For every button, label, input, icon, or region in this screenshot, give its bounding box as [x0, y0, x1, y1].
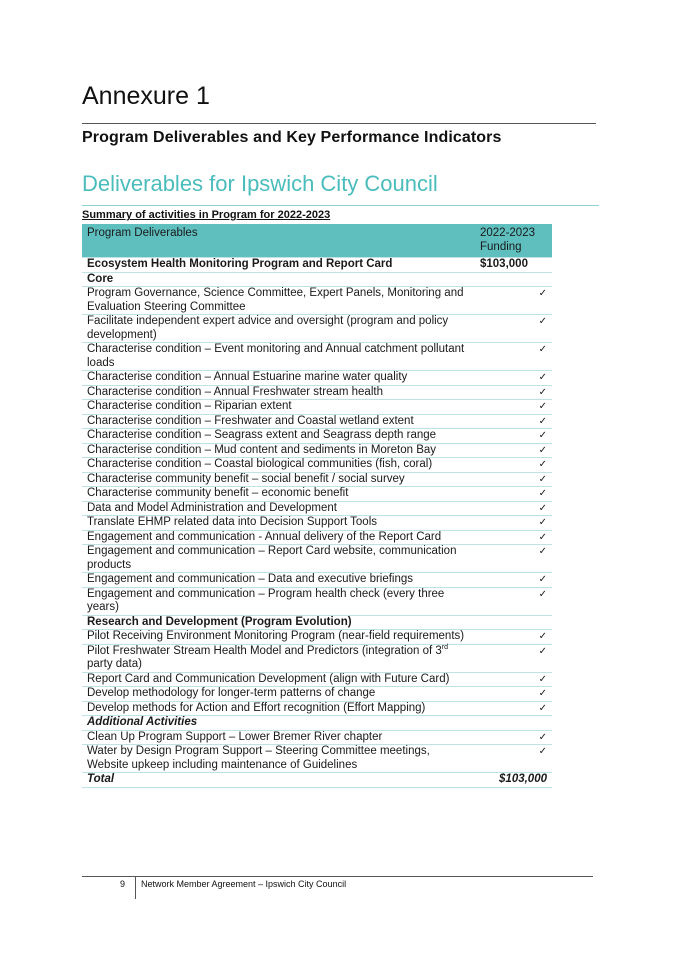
check-icon: ✓ — [475, 501, 552, 516]
row-text: Translate EHMP related data into Decision Support Tools — [82, 516, 475, 531]
table-row — [82, 400, 552, 415]
row-text: Characterise condition – Mud content and sediments in Moreton Bay — [82, 443, 475, 458]
check-icon: ✓ — [475, 730, 552, 745]
rd-section-row — [82, 615, 552, 630]
row-text: Characterise condition – Annual Estuarine marine water quality — [82, 371, 475, 386]
check-icon: ✓ — [475, 443, 552, 458]
footer-divider — [135, 877, 136, 899]
table-row — [82, 516, 552, 531]
table-row — [82, 385, 552, 400]
header-program-deliverables: Program Deliverables — [82, 224, 475, 258]
row-text: Program Governance, Science Committee, Expert Panels, Monitoring and Evaluation Steering Committee — [82, 287, 475, 315]
additional-section-row — [82, 716, 552, 731]
table-row — [82, 530, 552, 545]
check-icon: ✓ — [475, 414, 552, 429]
table-row — [82, 443, 552, 458]
table-row — [82, 472, 552, 487]
check-icon: ✓ — [475, 672, 552, 687]
row-text: Engagement and communication – Report Card website, communication products — [82, 545, 475, 573]
footer-page-number: 9 — [120, 879, 126, 889]
table-row — [82, 745, 552, 773]
section-rule — [82, 205, 599, 206]
ordinal-superscript: rd — [441, 643, 448, 651]
check-icon: ✓ — [475, 587, 552, 615]
row-text: Engagement and communication – Program health check (every three years) — [82, 587, 475, 615]
heading-rule — [82, 123, 596, 124]
check-icon: ✓ — [475, 385, 552, 400]
summary-label: Summary of activities in Program for 2022-2023 — [82, 209, 331, 221]
header-funding: 2022-2023 Funding — [475, 224, 552, 258]
row-text: Pilot Receiving Environment Monitoring Program (near-field requirements) — [82, 630, 475, 645]
table-row — [82, 687, 552, 702]
deliverables-subtitle: Program Deliverables and Key Performance Indicators — [82, 129, 502, 146]
table-row — [82, 701, 552, 716]
row-text: Develop methodology for longer-term patterns of change — [82, 687, 475, 702]
check-icon: ✓ — [475, 630, 552, 645]
table-row — [82, 343, 552, 371]
table-row — [82, 458, 552, 473]
table-row — [82, 630, 552, 645]
row-text: Characterise condition – Freshwater and Coastal wetland extent — [82, 414, 475, 429]
table-row — [82, 730, 552, 745]
row-text: Clean Up Program Support – Lower Bremer River chapter — [82, 730, 475, 745]
rd-label: Research and Development (Program Evolution) — [82, 615, 475, 630]
row-text: Engagement and communication - Annual delivery of the Report Card — [82, 530, 475, 545]
table-row — [82, 644, 552, 672]
row-text: Data and Model Administration and Development — [82, 501, 475, 516]
main-program-amount: $103,000 — [475, 258, 552, 273]
row-text: Facilitate independent expert advice and oversight (program and policy development) — [82, 315, 475, 343]
table-row — [82, 315, 552, 343]
check-icon: ✓ — [475, 343, 552, 371]
table-row — [82, 573, 552, 588]
additional-label: Additional Activities — [82, 716, 475, 731]
table-row — [82, 429, 552, 444]
check-icon: ✓ — [475, 745, 552, 773]
table-row — [82, 371, 552, 386]
check-icon: ✓ — [475, 516, 552, 531]
table-row — [82, 487, 552, 502]
table-row — [82, 545, 552, 573]
core-label: Core — [82, 272, 475, 287]
table-row — [82, 287, 552, 315]
row-text: Characterise condition – Annual Freshwater stream health — [82, 385, 475, 400]
check-icon: ✓ — [475, 687, 552, 702]
footer-text: Network Member Agreement – Ipswich City Council — [141, 879, 347, 889]
check-icon: ✓ — [475, 644, 552, 672]
table-header-row — [82, 224, 552, 258]
row-text: Characterise condition – Event monitoring and Annual catchment pollutant loads — [82, 343, 475, 371]
row-text: Pilot Freshwater Stream Health Model and Predictors (integration of 3rd party data) — [82, 644, 475, 672]
main-program-label: Ecosystem Health Monitoring Program and Report Card — [82, 258, 475, 273]
row-text: Engagement and communication – Data and executive briefings — [82, 573, 475, 588]
check-icon: ✓ — [475, 573, 552, 588]
check-icon: ✓ — [475, 315, 552, 343]
row-text: Characterise condition – Seagrass extent and Seagrass depth range — [82, 429, 475, 444]
check-icon: ✓ — [475, 287, 552, 315]
check-icon: ✓ — [475, 429, 552, 444]
check-icon: ✓ — [475, 487, 552, 502]
check-icon: ✓ — [475, 472, 552, 487]
table-row — [82, 501, 552, 516]
section-title: Deliverables for Ipswich City Council — [82, 171, 438, 196]
footer-rule — [82, 876, 593, 877]
total-amount: $103,000 — [475, 773, 552, 788]
row-text: Characterise community benefit – social benefit / social survey — [82, 472, 475, 487]
main-program-row — [82, 258, 552, 273]
table-row — [82, 672, 552, 687]
row-text: Water by Design Program Support – Steering Committee meetings, Website upkeep including maintenance of Guidelines — [82, 745, 475, 773]
table-row — [82, 414, 552, 429]
check-icon: ✓ — [475, 458, 552, 473]
check-icon: ✓ — [475, 545, 552, 573]
check-icon: ✓ — [475, 701, 552, 716]
check-icon: ✓ — [475, 530, 552, 545]
annexure-heading: Annexure 1 — [82, 82, 210, 110]
check-icon: ✓ — [475, 400, 552, 415]
total-label: Total — [82, 773, 475, 788]
check-icon: ✓ — [475, 371, 552, 386]
table-body — [82, 258, 552, 788]
row-text: Develop methods for Action and Effort recognition (Effort Mapping) — [82, 701, 475, 716]
row-text: Characterise condition – Coastal biological communities (fish, coral) — [82, 458, 475, 473]
core-section-row — [82, 272, 552, 287]
row-text: Report Card and Communication Development (align with Future Card) — [82, 672, 475, 687]
deliverables-table — [82, 224, 552, 788]
row-text: Characterise community benefit – economic benefit — [82, 487, 475, 502]
row-text: Characterise condition – Riparian extent — [82, 400, 475, 415]
total-row — [82, 773, 552, 788]
table-row — [82, 587, 552, 615]
